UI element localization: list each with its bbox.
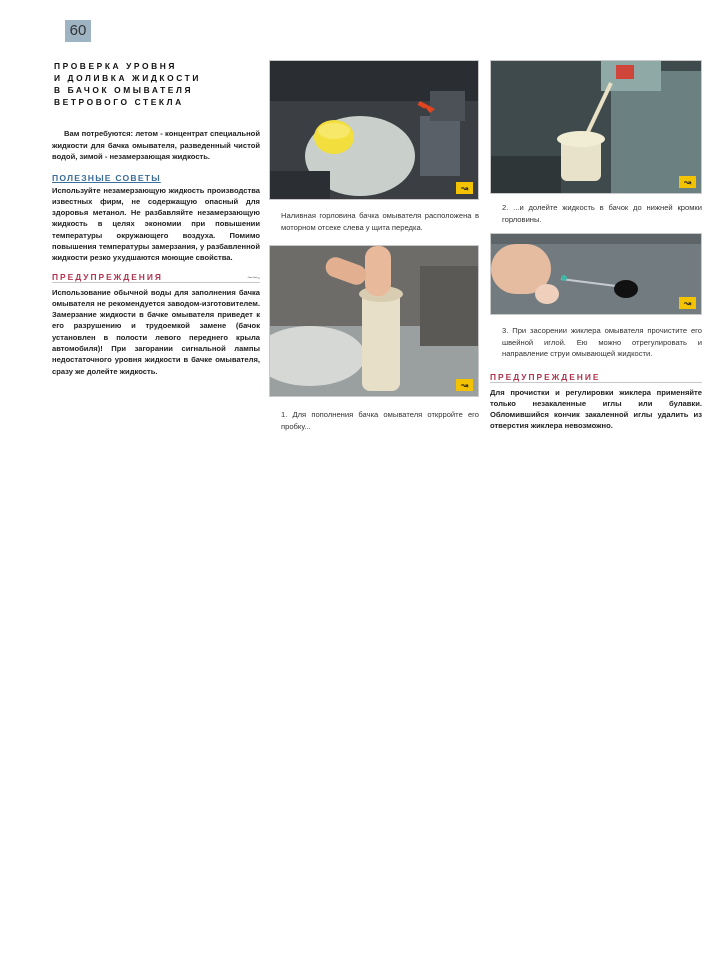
- photo-pouring-image: [491, 61, 701, 193]
- caption-step-2: 2. ...и долейте жидкость в бачок до нижней кромки горловины.: [502, 203, 702, 224]
- caption-intro: Наливная горловина бачка омывателя расположена в моторном отсеке слева у щита передка.: [281, 211, 479, 232]
- photo-open-cap: [269, 245, 479, 397]
- warning-right-text: Для прочистки и регулировки жиклера применяйте только незакаленные иглы или булавки. Обломившийся кончик закаленной иглы удалить из отверстия жиклера невозможно.: [490, 387, 702, 431]
- page-number: 60: [65, 20, 91, 42]
- requirements-text: Вам потребуются: летом - концентрат специальной жидкости для бачка омывателя, разведенный чистой водой, зимой - незамерзающая жидкость.: [52, 129, 260, 161]
- photo-filler-neck: [269, 60, 479, 200]
- warnings-text: Использование обычной воды для заполнения бачка омывателя не рекомендуется заводом-изготовителем. Замерзание жидкости в бачке омывателя приведет к его разрушению и трудоемкой замене (бачок установлен в полости левого переднего крыла автомобиля)! При загорании сигнальной лампы недостаточного уровня жидкости в бачке омывателя, сразу же долейте жидкость.: [52, 287, 260, 376]
- tips-heading: ПОЛЕЗНЫЕ СОВЕТЫ: [52, 172, 161, 183]
- photo-badge-icon: ↝: [456, 379, 473, 391]
- photo-badge-icon: ↝: [679, 176, 696, 188]
- photo-column-middle: [269, 60, 479, 432]
- photo-pouring: [490, 60, 702, 194]
- warning-right-heading: ПРЕДУПРЕЖДЕНИЕ: [490, 372, 702, 383]
- warnings-heading: [52, 272, 260, 283]
- warnings-heading-label: ПРЕДУПРЕЖДЕНИЯ: [52, 271, 163, 282]
- photo-badge-icon: ↝: [456, 182, 473, 194]
- photo-filler-neck-image: [270, 61, 478, 199]
- photo-needle-nozzle-image: [491, 234, 701, 314]
- photo-needle-nozzle: [490, 233, 702, 315]
- photo-open-cap-image: [270, 246, 478, 396]
- warnings-heading-mark: ~~-: [247, 271, 260, 282]
- caption-step-3: 3. При засорении жиклера омывателя прочистите его швейной иглой. Ею можно отрегулировать и направление струи омывающей жидкости.: [502, 326, 702, 358]
- caption-step-1: 1. Для пополнения бачка омывателя открройте его пробку...: [281, 410, 479, 431]
- text-column-left: [52, 60, 260, 385]
- section-title: ПРОВЕРКА УРОВНЯ И ДОЛИВКА ЖИДКОСТИ В БАЧОК ОМЫВАТЕЛЯ ВЕТРОВОГО СТЕКЛА: [54, 61, 202, 107]
- tips-text: Используйте незамерзающую жидкость производства известных фирм, не содержащую опасный для здоровья метанол. Не разбавляйте незамерзающую жидкость в целях экономии при повышении температуры окружающего воздуха. Помимо повышения температуры замерзания, у разбавленной жидкости резко ухудшаются моющие свойства.: [52, 185, 260, 263]
- photo-column-right: [490, 60, 702, 440]
- photo-badge-icon: ↝: [679, 297, 696, 309]
